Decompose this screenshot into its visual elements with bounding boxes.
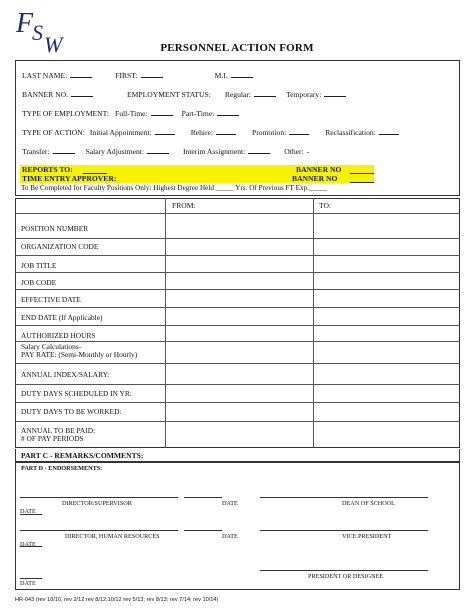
vice-president-caption: VICE PRESIDENT [342,533,392,540]
table-rule [15,402,460,403]
president-caption: PRESIDENT OR DESIGNEE [308,573,384,580]
banner-row [22,90,346,99]
other-value[interactable]: - [306,147,310,156]
director-hr-date-line[interactable] [184,530,222,531]
table-rule [15,384,460,385]
reports-to-banner-field[interactable] [350,167,374,174]
reports-to-label: REPORTS TO: [22,165,73,174]
svg-text:F: F [16,8,34,39]
effective-date-label: EFFECTIVE DATE [21,295,81,304]
time-entry-approver-label: TIME ENTRY APPROVER: [22,174,117,183]
last-name-field[interactable] [70,71,92,78]
action-type-row-2 [22,147,309,156]
last-name-label: LAST NAME: [22,71,68,80]
remarks-label: PART C - REMARKS/COMMENTS: [21,451,144,460]
full-time-field[interactable] [151,109,173,116]
pay-rate-label: PAY RATE: (Semi-Monthly or Hourly) [21,350,138,359]
svg-text:W: W [44,32,63,56]
table-divider [313,198,314,448]
banner-no-field[interactable] [71,90,93,97]
director-hr-signature-line[interactable] [20,530,178,531]
president-date-line[interactable] [20,578,42,579]
from-header: FROM: [172,201,196,210]
pay-periods-label: # OF PAY PERIODS [21,434,84,443]
employment-status-label: EMPLOYMENT STATUS: [127,90,211,99]
table-rule [15,238,460,239]
page-title: PERSONNEL ACTION FORM [160,42,314,54]
director-hr-caption: DIRECTOR, HUMAN RESOURCES [65,533,160,540]
regular-label: Regular: [224,90,252,99]
to-header: TO: [319,201,332,210]
authorized-hours-label: AUTHORIZED HOURS [21,331,96,340]
table-rule [15,213,460,214]
duty-days-scheduled-label: DUTY DAYS SCHEDULED IN YR: [21,389,132,398]
name-row [22,71,253,80]
part-time-label: Part-Time: [181,109,215,118]
reclassification-field[interactable] [379,128,399,135]
director-supervisor-caption: DIRECTOR/SUPERVISOR [62,500,132,507]
promotion-label: Promotion: [252,128,287,137]
date-caption: DATE [222,500,238,507]
interim-assignment-field[interactable] [248,147,270,154]
date-caption: DATE [20,508,36,515]
date-caption: DATE [20,541,36,548]
transfer-field[interactable] [53,147,75,154]
dean-caption: DEAN OF SCHOOL [342,500,395,507]
table-rule [15,325,460,326]
rehire-label: Rehire: [190,128,214,137]
first-name-label: FIRST: [115,71,138,80]
interim-assignment-label: Interim Assignment: [183,147,246,156]
salary-calculations-label: Salary Calculations- [21,342,82,351]
mi-label: M.I. [214,71,228,80]
initial-appointment-label: Initial Appointment: [89,128,152,137]
temporary-label: Temporary: [286,90,322,99]
promotion-field[interactable] [289,128,309,135]
rehire-field[interactable] [216,128,236,135]
regular-field[interactable] [254,90,276,97]
form-revision-footer: HR-043 (rev 10/10, rev 2/12 rev 8/12;10/12 rev 5/13; rev 8/13; rev 7/14; rev 10/14) [15,597,219,603]
table-rule [15,341,460,342]
position-number-label: POSITION NUMBER [21,224,89,233]
action-type-label: TYPE OF ACTION: [22,128,85,137]
salary-adjustment-label: Salary Adjustment: [85,147,144,156]
first-name-field[interactable] [141,71,163,78]
table-rule [15,272,460,273]
faculty-note: To Be Completed for Faculty Positions Only: Highest Degree Held _____ Yrs. Of Previous FT Exp._____ [21,184,327,192]
reports-to-banner-label: BANNER NO [296,165,342,174]
director-supervisor-date-line[interactable] [184,497,222,498]
initial-appointment-field[interactable] [155,128,175,135]
table-rule [15,421,460,422]
dean-signature-line[interactable] [260,497,428,498]
job-code-label: JOB CODE [21,278,57,287]
part-time-field[interactable] [217,109,239,116]
employment-type-label: TYPE OF EMPLOYMENT: [22,109,109,118]
vice-president-signature-line[interactable] [260,530,428,531]
date-caption: DATE [222,533,238,540]
table-rule [15,363,460,364]
reclassification-label: Reclassification: [325,128,376,137]
reports-to-field[interactable] [83,167,107,174]
temporary-field[interactable] [324,90,346,97]
table-rule [15,307,460,308]
director-supervisor-signature-line[interactable] [20,497,178,498]
table-divider [165,198,166,448]
job-title-label: JOB TITLE [21,261,57,270]
full-time-label: Full-Time: [114,109,148,118]
date-caption: DATE [20,580,36,587]
action-type-row [22,128,399,137]
transfer-label: Transfer: [22,147,50,156]
end-date-label: END DATE (If Applicable) [21,313,103,322]
salary-adjustment-field[interactable] [147,147,169,154]
annual-to-be-paid-label: ANNUAL TO BE PAID: [21,426,96,435]
svg-text:S: S [32,20,43,45]
duty-days-worked-label: DUTY DAYS TO BE WORKED: [21,407,122,416]
employment-type-row [22,109,239,118]
banner-no-label: BANNER NO. [22,90,68,99]
remarks-section [15,449,460,462]
table-rule [15,255,460,256]
table-rule [15,289,460,290]
other-label: Other: [284,147,304,156]
annual-index-salary-label: ANNUAL INDEX/SALARY: [21,370,110,379]
endorsements-label: PART D - ENDORSEMENTS: [21,465,103,472]
president-signature-line[interactable] [260,570,428,571]
approver-banner-label: BANNER NO [292,174,338,183]
approver-banner-field[interactable] [350,176,374,183]
organization-code-label: ORGANIZATION CODE [21,242,99,251]
mi-field[interactable] [231,71,253,78]
